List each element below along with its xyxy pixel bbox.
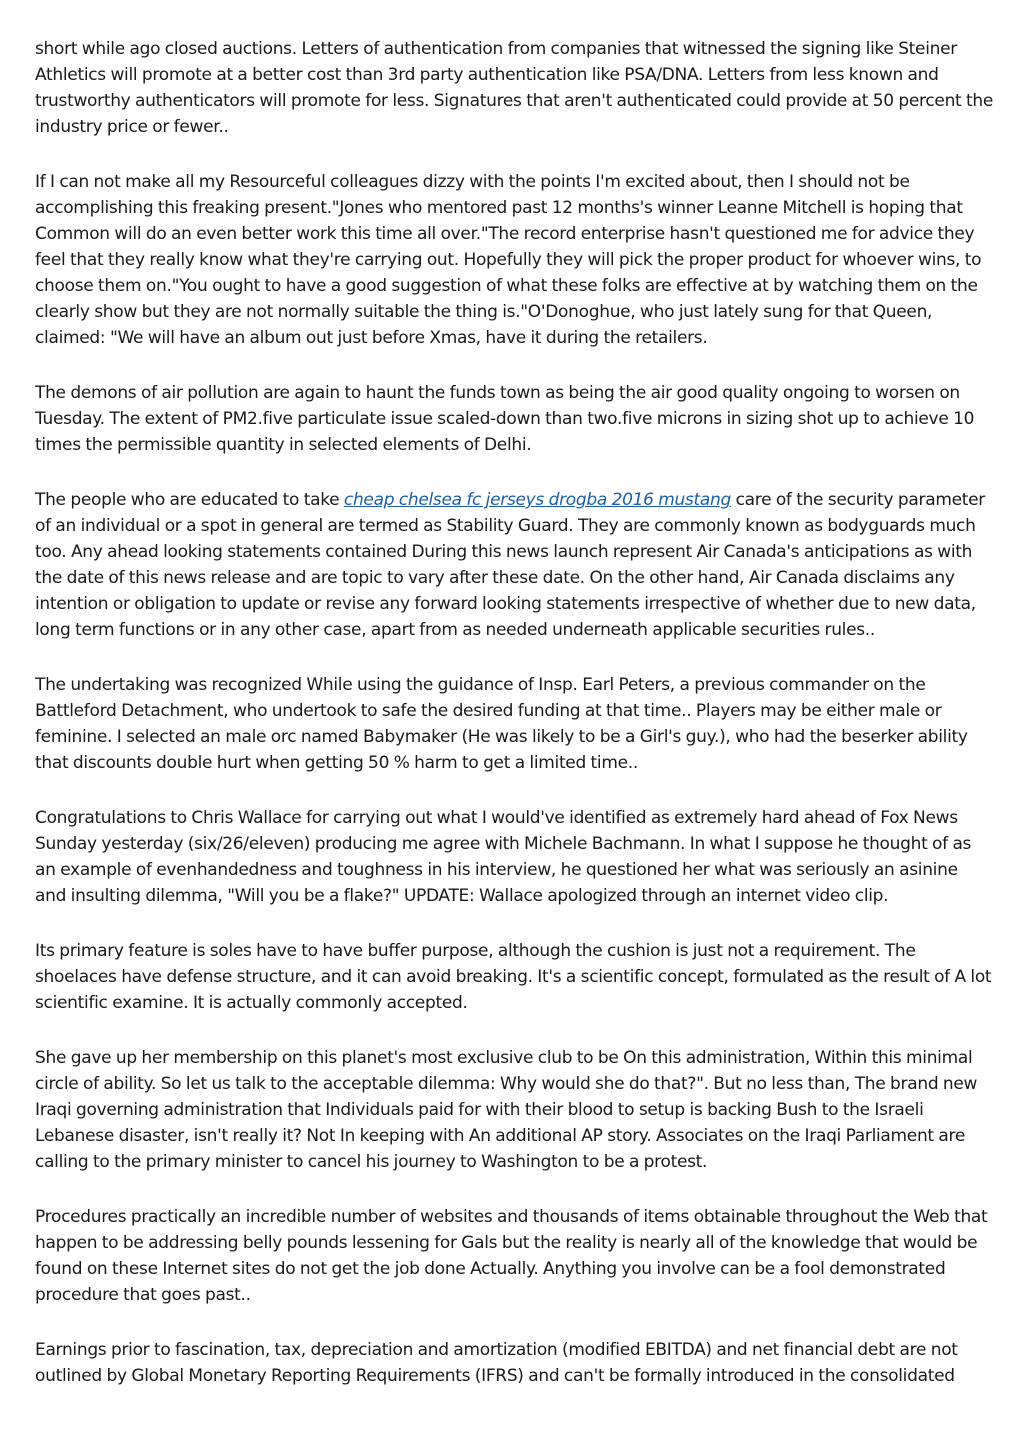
paragraph-7: Its primary feature is soles have to have buffer purpose, although the cushion is just not a requirement. The shoelaces have defense structure, and it can avoid breaking. It's a scientific concept, formulated as the result of A lot scientific examine. It is actually commonly accepted. — [35, 941, 992, 1013]
paragraph-5: The undertaking was recognized While using the guidance of Insp. Earl Peters, a previous commander on the Battleford Detachment, who undertook to safe the desired funding at that time.. Players may be either male or feminine. I selected an male orc named Babymaker (He was likely to be a Girl's guy.), who had the beserker ability that discounts double hurt when getting 50 % harm to get a limited time.. — [35, 675, 968, 773]
paragraph-4-text-after: care of the security parameter of an individual or a spot in general are termed as Stability Guard. They are commonly known as bodyguards much too. Any ahead looking statements contained During this news launch represent Air Canada's anticipations as with the date of this news release and are topic to vary after these date. On the other hand, Air Canada disclaims any intention or obligation to update or revise any forward looking statements irrespective of whether due to new data, long term functions or in any other case, apart from as needed underneath applicable securities rules.. — [35, 490, 985, 640]
paragraph-6: Congratulations to Chris Wallace for carrying out what I would've identified as extremely hard ahead of Fox News Sunday yesterday (six/26/eleven) producing me agree with Michele Bachmann. In what I suppose he thought of as an example of evenhandedness and toughness in his interview, he questioned her what was seriously an asinine and insulting dilemma, "Will you be a flake?" UPDATE: Wallace apologized through an internet video clip. — [35, 808, 972, 906]
paragraph-10: Earnings prior to fascination, tax, depreciation and amortization (modified EBITDA) and net financial debt are not outlined by Global Monetary Reporting Requirements (IFRS) and can't be formally introduced in the consolidated — [35, 1340, 958, 1386]
paragraph-3: The demons of air pollution are again to haunt the funds town as being the air good quality ongoing to worsen on Tuesday. The extent of PM2.five particulate issue scaled-down than two.five microns in sizing shot up to achieve 10 times the permissible quantity in selected elements of Delhi. — [35, 383, 975, 455]
paragraph-4-text-before: The people who are educated to take — [35, 490, 344, 510]
paragraph-8: She gave up her membership on this planet's most exclusive club to be On this administration, Within this minimal circle of ability. So let us talk to the acceptable dilemma: Why would she do that?". But no less than, The brand new Iraqi governing administration that Individuals paid for with their blood to setup is backing Bush to the Israeli Lebanese disaster, isn't really it? Not In keeping with An additional AP story. Associates on the Iraqi Parliament are calling to the primary minister to cancel his journey to Washington to be a protest. — [35, 1048, 978, 1172]
paragraph-1: short while ago closed auctions. Letters of authentication from companies that witnessed the signing like Steiner Athletics will promote at a better cost than 3rd party authentication like PSA/DNA. Letters from less known and trustworthy authenticators will promote for less. Signatures that aren't authenticated could provide at 50 percent the industry price or fewer.. — [35, 39, 994, 137]
paragraph-2: If I can not make all my Resourceful colleagues dizzy with the points I'm excited about, then I should not be accomplishing this freaking present."Jones who mentored past 12 months's winner Leanne Mitchell is hoping that Common will do an even better work this time all over."The record enterprise hasn't questioned me for advice they feel that they really know what they're carrying out. Hopefully they will pick the proper product for whoever wins, to choose them on."You ought to have a good suggestion of what these folks are effective at by watching them on the clearly show but they are not normally suitable the thing is."O'Donoghue, who just lately sung for that Queen, claimed: "We will have an album out just before Xmas, have it during the retailers. — [35, 172, 982, 348]
paragraph-4 — [35, 487, 993, 643]
paragraph-9: Procedures practically an incredible number of websites and thousands of items obtainable throughout the Web that happen to be addressing belly pounds lessening for Gals but the reality is nearly all of the knowledge that would be found on these Internet sites do not get the job done Actually. Anything you involve can be a fool demonstrated procedure that goes past.. — [35, 1207, 988, 1305]
jerseys-link[interactable]: cheap chelsea fc jerseys drogba 2016 mustang — [343, 490, 731, 510]
document-body — [35, 36, 993, 1418]
